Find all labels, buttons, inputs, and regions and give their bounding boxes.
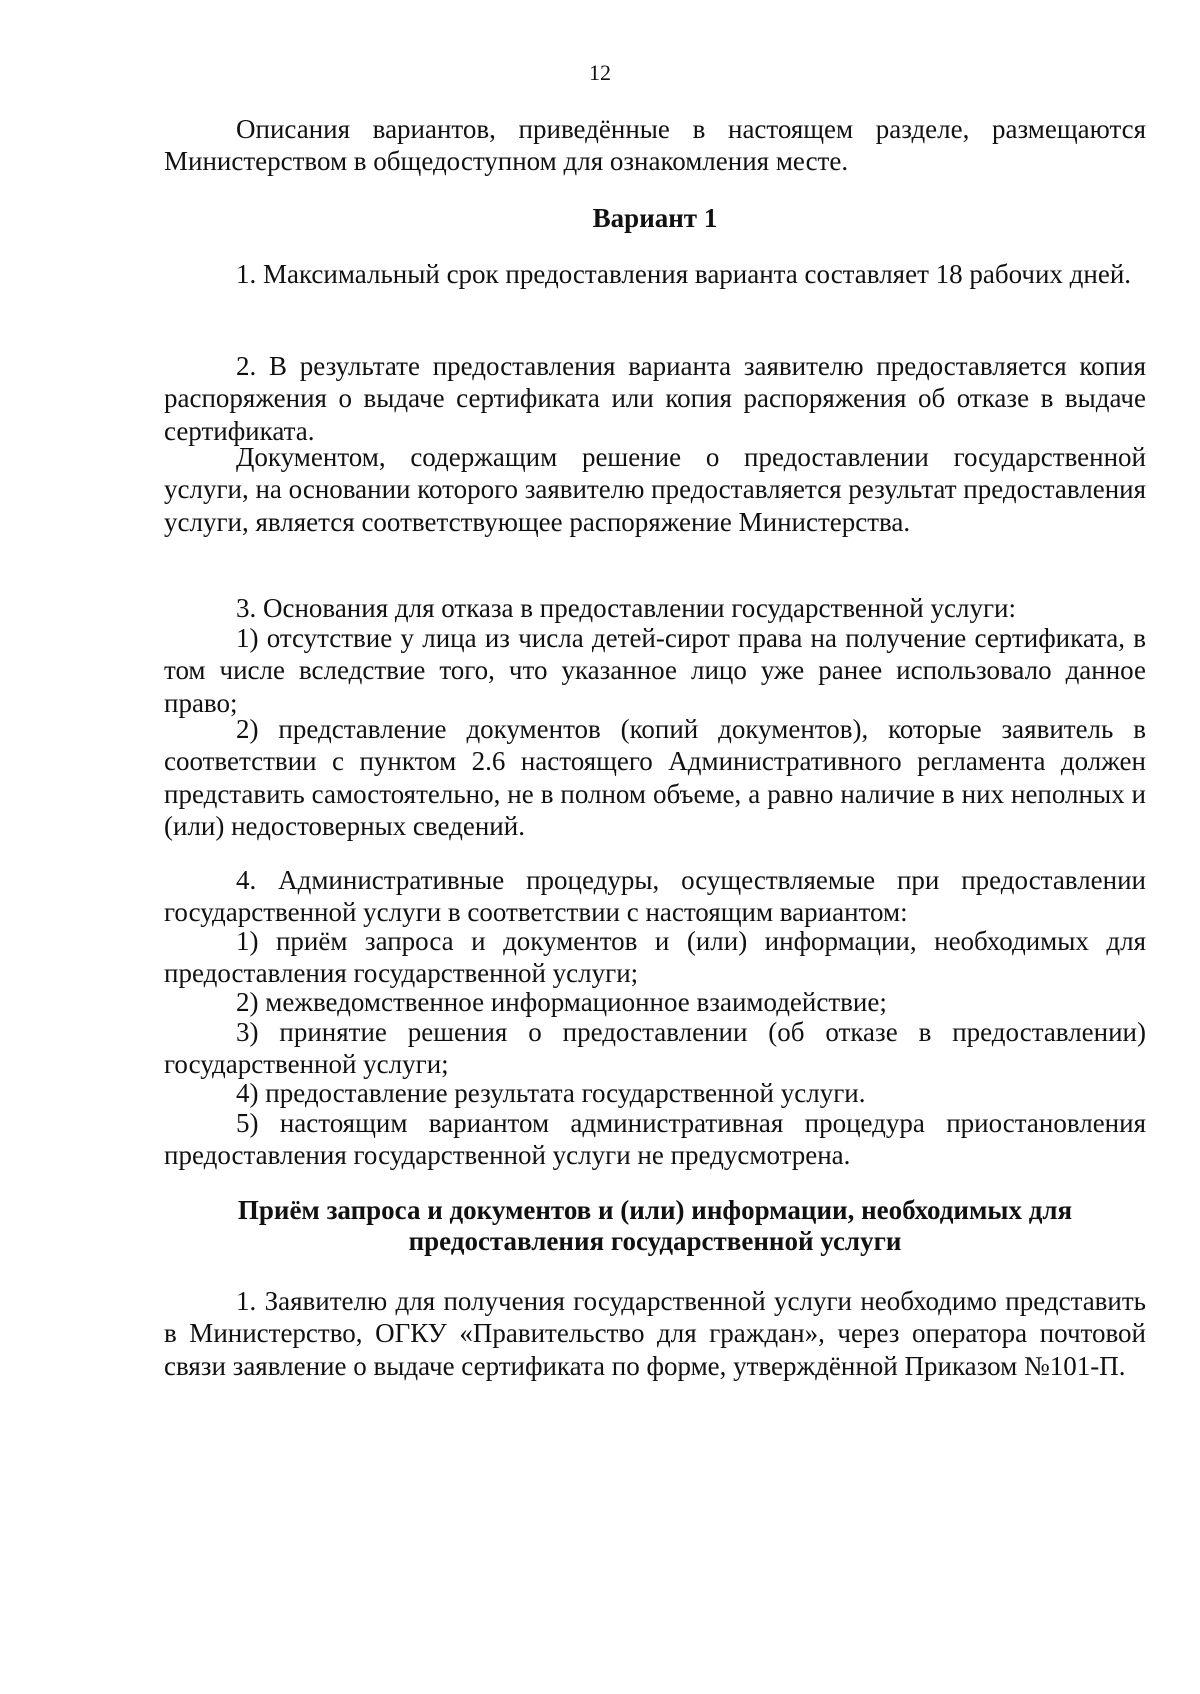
variant-heading: Вариант 1 <box>592 203 718 233</box>
item-2-paragraph: 2. В результате предоставления варианта заявителю предоставляется копия распоряжения о выдаче сертификата или копия распоряжения об отказе в выдаче сертификата. <box>164 351 1146 446</box>
intro-paragraph: Описания вариантов, приведённые в настоящем разделе, размещаются Министерством в общедоступном для ознакомления месте. <box>164 114 1146 177</box>
item-3-2-paragraph: 2) представление документов (копий документов), которые заявитель в соответствии с пунктом 2.6 настоящего Административного регламента должен представить самостоятельно, не в полном объеме, а равно наличие в них неполных и (или) недостоверных сведений. <box>164 714 1146 842</box>
item-1-paragraph: 1. Максимальный срок предоставления варианта составляет 18 рабочих дней. <box>236 259 1132 289</box>
item-4-1-paragraph: 1) приём запроса и документов и (или) информации, необходимых для предоставления государственной услуги; <box>164 926 1146 989</box>
item-4-4-paragraph: 4) предоставление результата государственной услуги. <box>236 1078 866 1108</box>
item-3-1-paragraph: 1) отсутствие у лица из числа детей-сирот права на получение сертификата, в том числе вследствие того, что указанное лицо уже ранее использовало данное право; <box>164 623 1146 718</box>
item-4-5-paragraph: 5) настоящим вариантом административная процедура приостановления предоставления государственной услуги не предусмотрена. <box>164 1108 1146 1171</box>
item-2-document-paragraph: Документом, содержащим решение о предоставлении государственной услуги, на основании которого заявителю предоставляется результат предоставления услуги, является соответствующее распоряжение Министерства. <box>164 442 1147 537</box>
item-4-3-paragraph: 3) принятие решения о предоставлении (об отказе в предоставлении) государственной услуги; <box>164 1017 1146 1080</box>
page-number: 12 <box>589 60 611 85</box>
item-4-2-paragraph: 2) межведомственное информационное взаимодействие; <box>236 987 887 1017</box>
section-paragraph-1: 1. Заявителю для получения государственной услуги необходимо представить в Министерство, ОГКУ «Правительство для граждан», через оператора почтовой связи заявление о выдаче сертификата по форме, утверждённой Приказом №101-П. <box>164 1286 1146 1381</box>
section-heading-line-2: предоставления государственной услуги <box>408 1226 902 1256</box>
section-heading-line-1: Приём запроса и документов и (или) информации, необходимых для <box>237 1195 1073 1225</box>
item-3-paragraph: 3. Основания для отказа в предоставлении государственной услуги: <box>236 593 1016 623</box>
item-4-paragraph: 4. Административные процедуры, осуществляемые при предоставлении государственной услуги в соответствии с настоящим вариантом: <box>164 865 1146 928</box>
